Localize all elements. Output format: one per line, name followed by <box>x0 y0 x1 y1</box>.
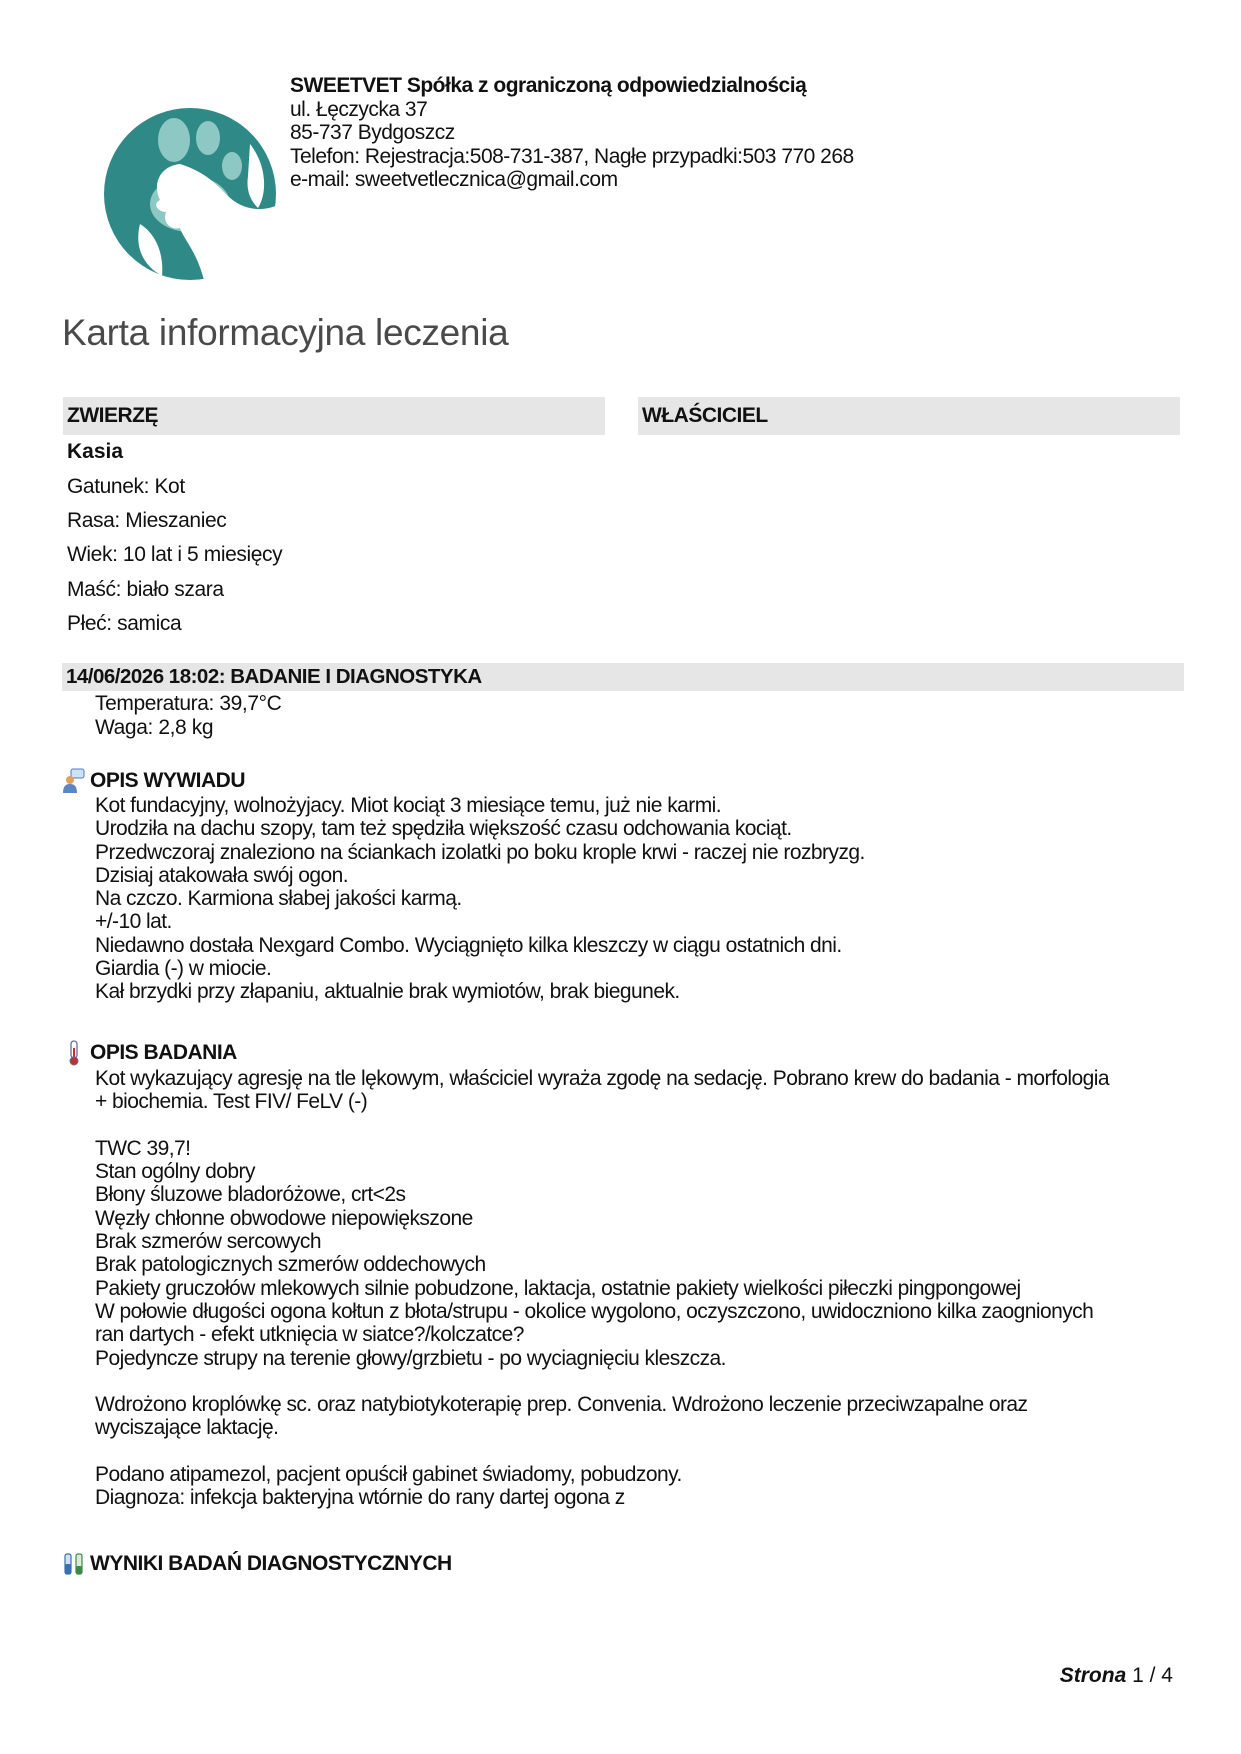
animal-details <box>67 470 282 641</box>
thermometer-icon <box>62 1040 86 1066</box>
results-section-title <box>62 1551 452 1577</box>
history-section-title <box>62 768 245 794</box>
page-total: / 4 <box>1149 1664 1173 1687</box>
text-line: Urodziła na dachu szopy, tam też spędziła większość czasu odchowania kociąt. <box>95 817 792 841</box>
owner-section-header: WŁAŚCICIEL <box>638 397 1180 435</box>
page-title: Karta informacyjna leczenia <box>62 312 509 353</box>
clinic-email[interactable]: e-mail: sweetvetlecznica@gmail.com <box>290 168 618 191</box>
page-label: Strona <box>1059 1664 1127 1687</box>
clinic-logo <box>100 104 280 284</box>
text-line: Stan ogólny dobry <box>95 1160 255 1184</box>
text-line: Brak szmerów sercowych <box>95 1230 321 1254</box>
person-speech-icon <box>62 768 86 794</box>
text-line: Niedawno dostała Nexgard Combo. Wyciągnięto kilka kleszczy w ciągu ostatnich dni. <box>95 933 842 957</box>
history-title: OPIS WYWIADU <box>90 769 245 792</box>
text-line: + biochemia. Test FIV/ FeLV (-) <box>95 1090 368 1114</box>
text-line: Pojedyncze strupy na terenie głowy/grzbietu - po wyciagnięciu kleszcza. <box>95 1346 726 1370</box>
exam-section-title <box>62 1040 237 1066</box>
animal-breed: Rasa: Mieszaniec <box>67 509 227 533</box>
text-line: Węzły chłonne obwodowe niepowiększone <box>95 1206 473 1230</box>
text-line: Kot wykazujący agresję na tle lękowym, właściciel wyraża zgodę na sedację. Pobrano krew do badania - morfologia <box>95 1067 1109 1090</box>
text-line: Podano atipamezol, pacjent opuścił gabinet świadomy, pobudzony. <box>95 1463 682 1487</box>
page-current: 1 <box>1132 1664 1144 1687</box>
page-number <box>1060 1664 1173 1688</box>
visit-vitals <box>95 692 281 740</box>
text-line <box>95 1370 1190 1393</box>
animal-sex: Płeć: samica <box>67 611 182 635</box>
text-line: Kał brzydki przy złapaniu, aktualnie brak wymiotów, brak biegunek. <box>95 980 680 1004</box>
animal-section-header: ZWIERZĘ <box>63 397 605 435</box>
text-line: W połowie długości ogona kołtun z błota/strupu - okolice wygolono, oczyszczono, uwidoczniono kilka zaognionych <box>95 1299 1094 1323</box>
text-line: Dzisiaj atakowała swój ogon. <box>95 863 349 887</box>
text-line: Wdrożono kroplówkę sc. oraz natybiotykoterapię prep. Convenia. Wdrożono leczenie przeciwzapalne oraz <box>95 1393 1028 1417</box>
animal-species: Gatunek: Kot <box>67 475 185 498</box>
clinic-name: SWEETVET Spółka z ograniczoną odpowiedzialnością <box>290 74 807 97</box>
text-line <box>95 1114 1190 1137</box>
animal-color: Maść: biało szara <box>67 577 224 601</box>
weight: Waga: 2,8 kg <box>95 716 214 739</box>
cat-dog-paw-logo-icon <box>100 104 280 284</box>
text-line: Na czczo. Karmiona słabej jakości karmą. <box>95 887 462 911</box>
text-line: Kot fundacyjny, wolnożyjacy. Miot kociąt 3 miesiące temu, już nie karmi. <box>95 794 722 817</box>
clinic-city: 85-737 Bydgoszcz <box>290 121 455 144</box>
text-line: Pakiety gruczołów mlekowych silnie pobudzone, laktacja, ostatnie pakiety wielkości piłeczki pingpongowej <box>95 1276 1021 1300</box>
animal-name: Kasia <box>67 440 124 463</box>
text-line: TWC 39,7! <box>95 1136 191 1160</box>
text-line: Brak patologicznych szmerów oddechowych <box>95 1253 486 1277</box>
text-line: Giardia (-) w miocie. <box>95 957 272 981</box>
animal-age: Wiek: 10 lat i 5 miesięcy <box>67 543 283 567</box>
temperature: Temperatura: 39,7°C <box>95 692 282 715</box>
text-line: Diagnoza: infekcja bakteryjna wtórnie do rany dartej ogona z <box>95 1486 625 1510</box>
text-line <box>95 1440 1190 1463</box>
exam-title: OPIS BADANIA <box>90 1041 237 1064</box>
results-title: WYNIKI BADAŃ DIAGNOSTYCZNYCH <box>90 1552 452 1575</box>
text-line: ran dartych - efekt utknięcia w siatce?/kolczatce? <box>95 1323 524 1347</box>
text-line: wyciszające laktację. <box>95 1416 279 1440</box>
exam-text <box>95 1067 1190 1510</box>
text-line: +/-10 lat. <box>95 910 172 934</box>
clinic-info <box>290 74 854 192</box>
text-line: Przedwczoraj znaleziono na ściankach izolatki po boku krople krwi - raczej nie rozbryzg. <box>95 840 865 864</box>
history-text <box>95 794 1190 1004</box>
test-tubes-icon <box>62 1551 86 1577</box>
text-line: Błony śluzowe bladoróżowe, crt<2s <box>95 1183 406 1207</box>
visit-header: 14/06/2026 18:02: BADANIE I DIAGNOSTYKA <box>62 663 1184 691</box>
clinic-phone: Telefon: Rejestracja:508-731-387, Nagłe przypadki:503 770 268 <box>290 144 854 168</box>
clinic-street: ul. Łęczycka 37 <box>290 97 428 121</box>
